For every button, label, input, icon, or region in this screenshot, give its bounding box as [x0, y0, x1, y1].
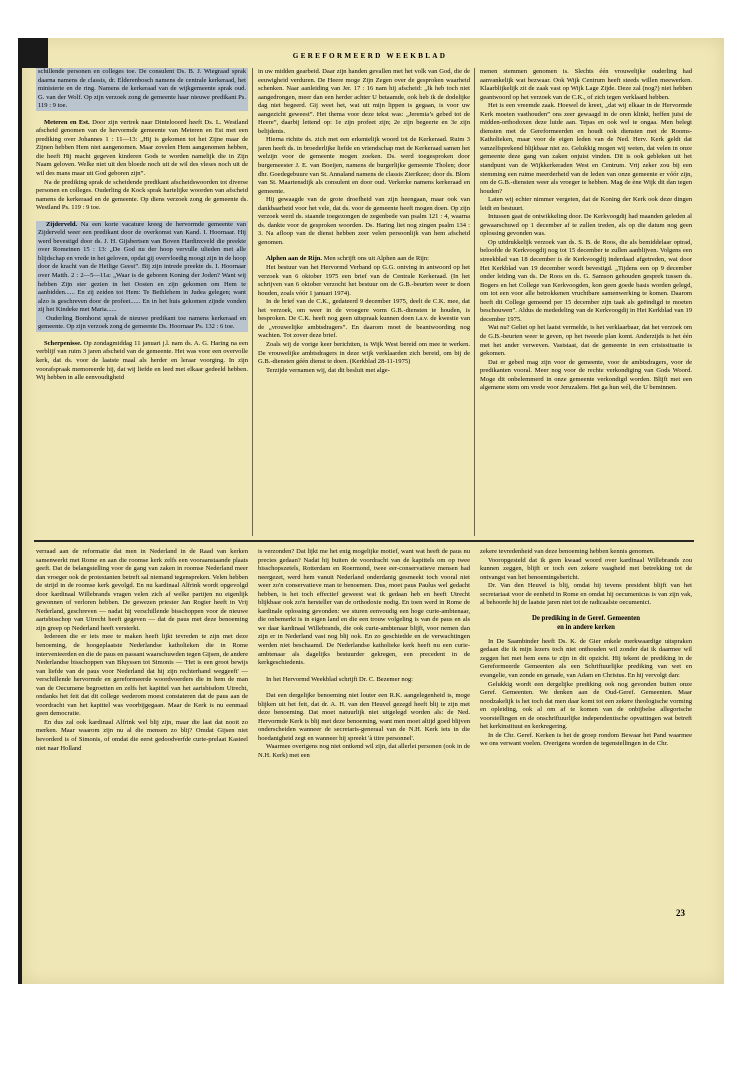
paragraph: Dr. Van den Heuvel is blij, omdat hij tevens president blijft van het secretariaat voor de eenheid in Rome en omdat hij oecumenicus is van zijn vak, al behoorde hij de laatste jaren niet tot de radicaalste oecumenici.: [480, 582, 692, 607]
paragraph: In De Saambinder heeft Ds. K. de Gier enkele merkwaardige uitspraken gedaan die ik mijn lezers toch niet onthouden wil zonder dat ik daarmee wil zeggen het met hem eens te zijn in dit opzicht. Hij tekent de prediking in de Gereformeerde Gemeenten als een Schriftuurlijke prediking van wet en evangelie, van zonde en genade, van Adam en Christus. En hij vervolgt dan:: [480, 637, 692, 680]
section-heading-line: De prediking in de Geref. Gemeenten: [531, 614, 641, 622]
paragraph: Wat nu? Geliet op het laatst vermelde, is het verklaarbaar, dat het verzoek om de G.B.-beurten weer te geven, op het tweede plan komt. Anderzijds is het één met het ander verweven. Vaststaat, dat de gemeente in een crisissituatie is gekomen.: [480, 324, 692, 358]
paragraph: Op uitdrukkelijk verzoek van ds. S. B. de Roos, die als bemiddelaar optrad, beloofde de Kerkvoogdij nog tot 15 december te zullen aanblijven. Volgens een streekblad van 18 december is de Kerkvoogdij inderdaad afgetreden, wat door Het Kerkblad van 19 december wordt bevestigd. „Tijdens een op 9 december onder leiding van ds. De Roos en ds. G. Samson gehouden gesprek tussen ds. Bogers en het College van Kerkvoogden, kon geen goede basis worden gelegd, om tot een voor alle betrokkenen vruchtbare samenwerking te komen. Daarom heeft dit College gemeend per 15 december zijn taak als geëindigd te moeten beschouwen”. Aldus de mededeling van de Kerkvoogdij in Het Kerkblad van 19 december 1975.: [480, 238, 692, 323]
top-column-1: [36, 68, 248, 536]
paragraph: Gelukkig wordt een dergelijke prediking ook nog gevonden buiten onze Geref. Gemeenten. We denken aan de Oud-Geref. Gemeenten. Maar noodzakelijk is het toch dat men daar komt tot een zekere theologische vorming en opleiding, ook al om af te komen van de onbijbelse allegorische voorstellingen en de onschriftuurlijke independentische opvattingen wat betreft het kerkinstituut en kerkregering.: [480, 680, 692, 731]
paragraph: [36, 221, 248, 315]
paragraph: Iedereen die er iets mee te maken heeft lijkt tevreden te zijn met deze benoeming, de hoogeplaatste Nederlandse katholieken die in Rome intervenieerden en die de paus en passant waarschuwden tegen Gijsen, de andere Nederlandse bisschoppen van Bluyssen tot Simonis — 'Het is een groot bewijs van liefde van de paus voor Nederland dat hij zijn rechterhand weggeeft' — verschillende hervormde en gereformeerde woordvoerders die in hem de man van de Oecumene begroetten en zelfs het kapittel van het aartsbisdom Utrecht, ondanks het feit dat dit college wederom moest constateren dat de paus aan de voordracht van het kapittel was voorbijgegaan. Maar de Kerk is nu eenmaal geen democratie.: [36, 633, 248, 718]
paragraph: Dat er gebed mag zijn voor de gemeente, voor de ambtsdragers, voor de predikanten vooral. Meer nog voor de rechte verkondiging van Gods Woord. Moge dit onbelemmerd in onze gemeente verkondigd worden. Blijft met een algemene stem om vrede voor Jeruzalem. Het ga hun wél, die U beminnen.: [480, 358, 692, 392]
paragraph: [36, 340, 248, 383]
paragraph-text: Men schrijft ons uit Alphen aan de Rijn:: [323, 255, 429, 263]
paragraph: Intussen gaat de ontwikkeling door. De Kerkvoogdij had maanden geleden al gewaarschuwd op 1 december af te zullen treden, als op die datum nog geen oplossing gevonden was.: [480, 213, 692, 238]
paragraph: Dat een dergelijke benoeming niet louter een R.K. aangelegenheid is, moge blijken uit het feit, dat dr. A. H. van den Heuvel gezegd heeft blij te zijn met deze benoeming. Dat moet natuurlijk niet uitgelegd worden als: de Ned. Hervormde Kerk is blij met deze benoeming, want men moet altijd goed blijven onderscheiden wanneer de secretaris-generaal van de N.H. Kerk iets in die hoedanigheid zegt en wanneer hij spreekt 'à titre personnel'.: [258, 692, 470, 742]
paragraph: Zoals wij de vorige keer berichtten, is Wijk West bereid om mee te werken. De vrouwelijke ambtsdragers in deze wijk verklaarden zich bereid, om bij de G.B.-diensten géén dienst te doen. (Kerkblad 28-11-1975): [258, 340, 470, 366]
paragraph: in uw midden gearbeid. Daar zijn handen gevallen met het volk van God, die de eeuwigheid verduren. De Heere moge Zijn Zegen over de gesproken waarheid schenken. Naar aanleiding van Jer. 17 : 16 nam hij afscheid: „Ik heb toch niet aangedrongen, meer dan een herder achter U betaamde, ook heb ik de dodelijke dag niet begeerd. Gij weet het, wat uit mijn lippen is gegaan, is voor uw aangezicht geweest”. Het thema voor deze tekst was: „Jeremia’s gebed tot de Heere”, daarbij lettend op: 1e zijn profeet zijn; 2e zijn begeerte en 3e zijn belijdenis.: [258, 68, 470, 135]
paragraph: menen stemmen genomen is. Slechts één vrouwelijke ouderling had aanvankelijk wat bezwaar. Ook Wijk Centrum heeft steeds willen meewerken. Klaarblijkelijk zit de zaak vast op Wijk Lage Zijde. Deze zal (nog?) niet hebben geantwoord op het verzoek van de C.K., of zich tegen verklaard hebben.: [480, 68, 692, 101]
section-lead: Scherpenisse.: [44, 339, 82, 347]
bottom-column-1: [36, 548, 248, 948]
paragraph: Hierna richtte ds. zich met een erkentelijk woord tot de Kerkeraad. Ruim 3 jaren heeft ds. in broederlijke liefde en vriendschap met de Kerkeraad samen het welzijn voor de gemeente mogen zoeken. Ds. werd toegesproken door burgemeester J. E. van Boeijen, namens de burgerlijke gemeente Tholen; door dhr. Goedegebuure van St. Annaland namens de classis Zierikzee; door ds. Blom van St. Maartensdijk als consulent en door oud. Verkerke namens kerkeraad en gemeente.: [258, 136, 470, 195]
column-rule: [252, 68, 253, 536]
paragraph: Het is een vreemde zaak. Hoewel de kreet, „dat wij elkaar in de Hervormde Kerk moeten vasthouden” ons zeer gewaagd in de oren klinkt, heffen juist de midden-orthodoxen deze luide aan. Tepas en ook wel te ongaa. Men belegt diensten met de Gereformeerden en houdt ook diensten met de Rooms-Katholieken, maar voor de eigen leden van de Ned. Herv. Kerk geldt dat vanzelfsprekend blijkbaar niet zo. Gelukkig mogen wij weten, dat velen in onze gemeente deze gang van zaken onjuist vinden. Dit is ook gebleken uit het standpunt van de Wijkkerkeraden West en Centrum. Vrij zeker zou bij een stemming een ruime meerderheid van de leden van onze gemeente er vóór zijn, om de G.B.-diensten weer als vroeger te hebben. Mag de ène Wijk dit dan tegen houden?: [480, 102, 692, 195]
paragraph: Het bestuur van het Hervormd Verband op G.G. ontving in antwoord op het verzoek van 6 oktober 1975 een brief van de Centrale Kerkeraad. (In het schrijven van 6 oktober verzocht het bestuur om de G.B.-beurten weer te doen houden, zoals vóór 1 januari 1974).: [258, 264, 470, 297]
paragraph: Na de prediking sprak de scheidende predikant afscheidswoorden tot diverse personen en colleges. Ouderling de Kock sprak hartelijke woorden van afscheid namens de kerkeraad en de gemeente. Op diens verzoek zong de gemeente ds. Westland Ps. 119 : 9 toe.: [36, 178, 248, 212]
bottom-column-3: [480, 548, 692, 878]
paragraph: Vooropgesteld dat ik geen kwaad woord over kardinaal Willebrands zou kunnen zeggen, blijft er toch een zekere vaagheid met betrekking tot de ontvangst van het benoemingsbericht.: [480, 556, 692, 581]
scan-corner-mark: [18, 38, 48, 68]
paragraph: verraad aan de reformatie dat men in Nederland in de Raad van kerken samenwerkt met Rome en aan die roomse kerk zelfs een vooraanstaande plaats geeft. Dat de belangstelling voor de gang van zaken in roomse Nederland meer dan vroeger ook de protestanten betreft sal niemand tegenspreken. Velen hebben de strijd in de roomse kerk gevolgd. En nu kardinaal Alfrink wordt opgevolgd door kardinaal Willebrands vragen velen zich af welke partijen nu eigenlijk gewonnen of verloren hebben. De gewezen priester Jan Rogier heeft in Vrij Nederland, geschreven — nadat hij verschillende bisschoppen voor de nieuwe aartsbisschop van Utrecht heeft gegeven — dat de paus met deze benoeming zijn greep op Nederland heeft versterkt.: [36, 548, 248, 632]
paragraph: In de Chr. Geref. Kerken is het de groep rondom Bewaar het Pand waarmee we ons verwant voelen. Overigens worden de tegenstellingen in de Chr.: [480, 731, 692, 748]
section-heading: [480, 614, 692, 632]
paragraph: Ouderling Bomhorst sprak de nieuwe predikant toe namens kerkeraad en gemeente. Op zijn verzoek zong de gemeente Ds. Hoornaar Ps. 132 : 6 toe.: [38, 314, 246, 331]
section-lead: Alphen aan de Rijn.: [266, 255, 323, 263]
section-lead: Zijderveld.: [46, 220, 78, 228]
paragraph: In de brief van de C.K., gedateerd 9 december 1975, deelt de C.K. mee, dat het verzoek, om weer in de vroegere vorm G.B.-diensten te houden, is besproken. De C.K. heeft nog geen uitspraak kunnen doen t.a.v. de kwestie van de „vrouwelijke ambtsdragers”. En daarom moet de beantwoording nog wachten. Tot zover deze brief.: [258, 298, 470, 340]
paragraph: [36, 119, 248, 179]
paragraph-text: Door zijn vertrek naar Dintelooord heeft Ds. L. Westland afscheid genomen van de hervormde gemeente van Meteren en Est met een prediking over Johannes 1 : 11—13: „Hij is gekomen tot het Zijne maar de Zijnen hebben Hem niet aangenomen. Maar zovelen Hem aangenomen hebben, die heeft Hij macht gegeven kinderen Gods te worden namelijk die in Zijn Naam geloven. Welke niet uit den bloede noch uit de wil des vleses noch uit de wil des mans maar uit God geboren zijn”.: [36, 118, 248, 178]
paragraph: In het Hervormd Weekblad schrijft Dr. C. Bezemer nog:: [266, 675, 413, 683]
paragraph-text: Na een korte vacature kreeg de hervormde gemeente van Zijderveld weer een predikant door de overkomst van Kand. I. Hoornaar. Hij werd bevestigd door ds. J. H. Gijsbertsen van Boven Hardinxveld die preekte over Romeinen 15 : 13: „De God nu der hoop vervulle ulieden met alle blijdschap en vrede in het geloven, opdat gij overvloedig moogt zijn in de hoop door de kracht van de Heilige Geest”. Bij zijn intrede preekte ds. I. Hoornaar over Matth. 2 : 2—5—11a: „Waar is de geboren Koning der Joden? Want wij hebben Zijn ster gezien in het Oosten en zijn gekomen om Hem te aanbidden...... En zij zeiden tot Hem: Te Bethlehem in Judea gelegen; want alzo is geschreven door de profeet...... En in het huis gekomen zijnde vonden zij het Kindeke met Maria......: [38, 220, 247, 314]
section-lead: Meteren en Est.: [44, 118, 90, 126]
paragraph: Hij gewaagde van de grote droefheid van zijn heengaan, maar ook van dankbaarheid voor het vele, dat ds. voor de gemeente heeft mogen doen. Op zijn verzoek werd ds. staande toegezongen de zegenbede van psalm 121 : 4, waarna ds. dankte voor de gesproken woorden. Ds. Haring liet nog zingen psalm 134 : 3. Na afloop van de dienst hebben zeer velen persoonlijk van hem afscheid genomen.: [258, 196, 470, 246]
page-header: GEREFORMEERD WEEKBLAD: [292, 52, 448, 60]
bottom-column-2: [258, 548, 470, 948]
top-column-3: [480, 68, 692, 534]
paragraph: [258, 255, 470, 264]
paragraph: is verzonden? Dat lijkt me het enig mogelijke motief, want wat heeft de paus nu precies gedaan? Nadat hij buiten de voordracht van de kapittels om op twee bisschopszetels, Rotterdam en Roermond, twee eer-conservatieve mensen had neergezet, werd hem vanuit Nederland onderdanig gesmeekt toch vooral niet weer zo'n conservatieve man te benoemen. Dus, moet paus Paulus wel gedacht hebben, is het toch effectief geweest wat ik gedaan heb en heeft Utrecht blijkbaar ook zo'n hersteller van de orthodoxie nodig. En toen werd in Rome de kardinale oplossing gevonden: we sturen eenvoudig een hoge curie-ambtenaar, die onbemerkt is in eigen land en die een trouw volgeling is van de paus en als we daar kardinaal Willebrands, die ook curie-ambtenaar blijft, voor nemen dan zijn er in Nederland vast nog blij ook. En zo geschiedde en de verwachtingen werden niet beschaamd. De Nederlandse katholieke kerk heeft nu een curie-ambtenaar als dagelijks bestuurder gekregen, een precedent in de kerkgeschiedenis.: [258, 548, 470, 667]
page-number: 23: [676, 908, 685, 918]
top-column-2: [258, 68, 470, 538]
paragraph: En dus zal ook kardinaal Alfrink wel blij zijn, maar die laat dat nooit zo merken. Maar waarom zijn nu al die mensen zo blij? Omdat Gijsen niet bevorderd is of Simonis, of omdat die eerst gedoodverfde curie-prelaat Kasteel niet naar Holland: [36, 718, 248, 752]
horizontal-rule: [34, 540, 694, 542]
column-rule: [474, 68, 475, 536]
paragraph: Waarmee overigens nog niet ontkend wil zijn, dat allerlei personen (ook in de N.H. Kerk) met een: [258, 743, 470, 760]
paragraph: Terzijde vernamen wij, dat dit besluit met alge-: [266, 366, 390, 374]
paragraph: schillende personen en colleges toe. De consulent Ds. B. J. Wiegraad sprak daarna namens de classis, dr. Elderenbosch namens de centrale kerkeraad, het ministerie en de ring. Namens de kerkeraad van de wijkgemeente sprak oud. G. van der Wolf. Op zijn verzoek zong de gemeente haar nieuwe predikant Ps. 119 : 9 toe.: [38, 68, 246, 110]
paragraph: zekere tevredenheid van deze benoeming hebben kennis genomen.: [480, 548, 655, 555]
section-heading-line: en in andere kerken: [557, 623, 615, 631]
paragraph-text: Op zondagmiddag 11 januari j.l. nam ds. A. G. Haring na een verblijf van ruim 3 jaren afscheid van de gemeente. Het was voor een overvolle kerk, dat ds. voor de laatste maal als herder en leraar voorging. In zijn voorafspraak memoreerde hij, dat wij liefde en leed met elkaar gedeeld hebben. Wij hebben in alle eenvoudigheid: [36, 339, 248, 382]
paragraph: Laten wij echter nimmer vergeten, dat de Koning der Kerk ook deze dingen leidt en bestuurt.: [480, 196, 692, 212]
